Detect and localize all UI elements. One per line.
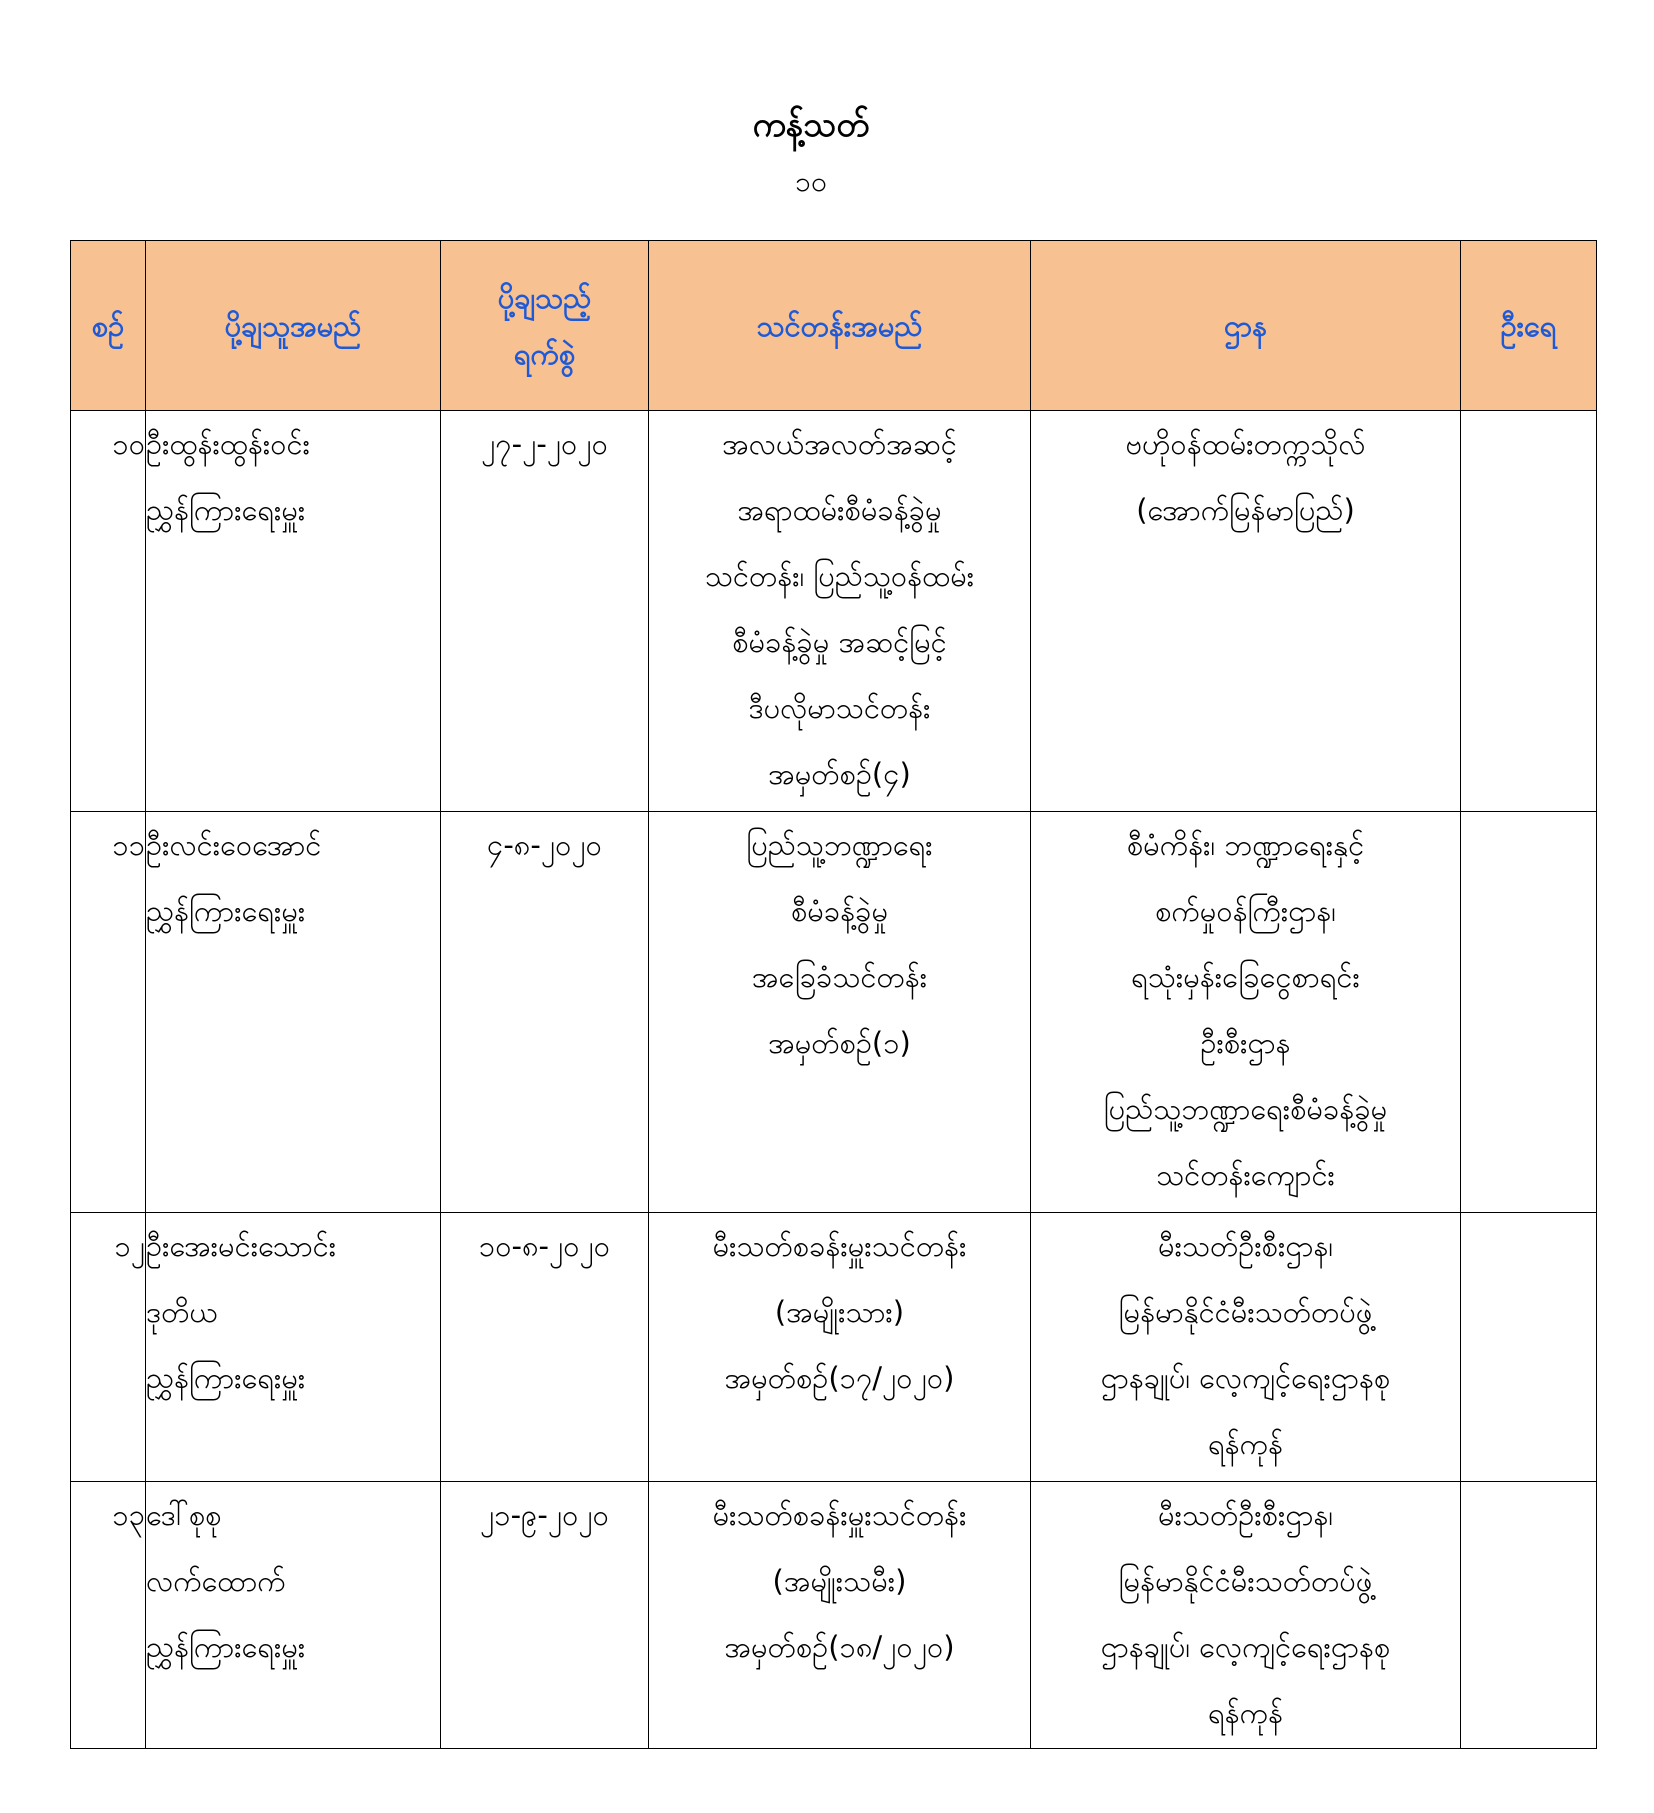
name-line: လက်ထောက် <box>146 1564 286 1598</box>
course-line: အခြေခံသင်တန်း <box>751 960 928 994</box>
name-line: ညွှန်ကြားရေးမှူး <box>146 493 306 527</box>
cell-count <box>1461 812 1597 1213</box>
course-line: မီးသတ်စခန်းမှူးသင်တန်း <box>712 1229 967 1263</box>
cell-count <box>1461 411 1597 812</box>
cell-lecturer-name <box>146 411 441 812</box>
cell-no: ၁၀ <box>71 411 146 812</box>
course-line: ပြည်သူ့ဘဏ္ဍာရေး <box>746 828 933 862</box>
course-line: အမှတ်စဉ်(၄) <box>768 757 911 791</box>
course-line: ဒီပလိုမာသင်တန်း <box>748 691 931 725</box>
cell-date: ၂၇-၂-၂၀၂၀ <box>441 411 649 812</box>
cell-department <box>1031 812 1461 1213</box>
cell-no: ၁၂ <box>71 1213 146 1482</box>
cell-date: ၂၁-၉-၂၀၂၀ <box>441 1482 649 1749</box>
course-line: အမှတ်စဉ်(၁၇/၂၀၂၀) <box>724 1361 955 1395</box>
cell-course-name <box>649 1213 1031 1482</box>
name-line: ဦးအေးမင်းသောင်း <box>146 1229 337 1263</box>
course-line: စီမံခန့်ခွဲမှု အဆင့်မြင့် <box>732 625 947 659</box>
page-number: ၁၀ <box>795 165 827 198</box>
course-line: အမှတ်စဉ်(၁) <box>768 1026 911 1060</box>
cell-date: ၄-၈-၂၀၂၀ <box>441 812 649 1213</box>
cell-course-name <box>649 812 1031 1213</box>
name-line: ဦးလင်းဝေအောင် <box>146 828 322 862</box>
cell-no: ၁၃ <box>71 1482 146 1749</box>
table-row <box>71 1482 1597 1749</box>
department-line: ရန်ကုန် <box>1207 1696 1284 1730</box>
name-line: ဒေါ်စုစု <box>146 1498 222 1532</box>
department-line: ဦးစီးဌာန <box>1200 1026 1291 1060</box>
header-date-line-1: ပို့ချသည့် <box>497 280 592 315</box>
header-department: ဌာန <box>1031 241 1461 411</box>
name-line: ညွှန်ကြားရေးမှူး <box>146 1630 306 1664</box>
cell-course-name <box>649 411 1031 812</box>
department-line: မီးသတ်ဦးစီးဌာန၊ <box>1158 1498 1333 1532</box>
table-header-row <box>71 241 1597 411</box>
department-line: မြန်မာနိုင်ငံမီးသတ်တပ်ဖွဲ့ <box>1118 1564 1373 1598</box>
table-row <box>71 812 1597 1213</box>
header-count: ဦးရေ <box>1461 241 1597 411</box>
cell-count <box>1461 1213 1597 1482</box>
course-line: စီမံခန့်ခွဲမှု <box>790 894 889 928</box>
cell-lecturer-name <box>146 1213 441 1482</box>
department-line: စက်မှုဝန်ကြီးဌာန၊ <box>1155 894 1336 928</box>
course-line: (အမျိုးသမီး) <box>772 1564 907 1598</box>
header-lecturer-name: ပို့ချသူအမည် <box>146 241 441 411</box>
department-line: ပြည်သူ့ဘဏ္ဍာရေးစီမံခန့်ခွဲမှု <box>1103 1092 1388 1126</box>
department-line: စီမံကိန်း၊ ဘဏ္ဍာရေးနှင့် <box>1126 828 1365 862</box>
department-line: ရသုံးမှန်းခြေငွေစာရင်း <box>1131 960 1360 994</box>
cell-count <box>1461 1482 1597 1749</box>
table-row <box>71 1213 1597 1482</box>
name-line: ညွှန်ကြားရေးမှူး <box>146 1361 306 1395</box>
cell-lecturer-name <box>146 1482 441 1749</box>
cell-department <box>1031 1213 1461 1482</box>
department-line: ဌာနချုပ်၊ လေ့ကျင့်ရေးဌာနစု <box>1100 1630 1391 1664</box>
course-line: (အမျိုးသား) <box>774 1295 905 1329</box>
course-line: မီးသတ်စခန်းမှူးသင်တန်း <box>712 1498 967 1532</box>
header-date-line-2: ရက်စွဲ <box>513 336 576 371</box>
department-line: ဗဟိုဝန်ထမ်းတက္ကသိုလ် <box>1125 427 1366 461</box>
header-date <box>441 241 649 411</box>
department-line: ဌာနချုပ်၊ လေ့ကျင့်ရေးဌာနစု <box>1100 1361 1391 1395</box>
course-line: အလယ်အလတ်အဆင့် <box>722 427 957 461</box>
name-line: ဒုတိယ <box>146 1295 218 1329</box>
department-line: မြန်မာနိုင်ငံမီးသတ်တပ်ဖွဲ့ <box>1118 1295 1373 1329</box>
name-line: ဦးထွန်းထွန်းဝင်း <box>146 427 311 461</box>
department-line: ရန်ကုန် <box>1207 1427 1284 1461</box>
header-no: စဉ် <box>71 241 146 411</box>
cell-date: ၁၀-၈-၂၀၂၀ <box>441 1213 649 1482</box>
department-line: သင်တန်းကျောင်း <box>1156 1158 1335 1192</box>
name-line: ညွှန်ကြားရေးမှူး <box>146 894 306 928</box>
course-line: အရာထမ်းစီမံခန့်ခွဲမှု <box>737 493 942 527</box>
cell-department <box>1031 411 1461 812</box>
cell-department <box>1031 1482 1461 1749</box>
header-course-name: သင်တန်းအမည် <box>649 241 1031 411</box>
cell-no: ၁၁ <box>71 812 146 1213</box>
cell-lecturer-name <box>146 812 441 1213</box>
table-row <box>71 411 1597 812</box>
department-line: (အောက်မြန်မာပြည်) <box>1136 493 1355 527</box>
page-title: ကန့်သတ် <box>752 105 870 145</box>
course-line: အမှတ်စဉ်(၁၈/၂၀၂၀) <box>724 1630 955 1664</box>
course-line: သင်တန်း၊ ပြည်သူ့ဝန်ထမ်း <box>704 559 975 593</box>
department-line: မီးသတ်ဦးစီးဌာန၊ <box>1158 1229 1333 1263</box>
lecture-record-table <box>70 240 1597 1749</box>
cell-course-name <box>649 1482 1031 1749</box>
